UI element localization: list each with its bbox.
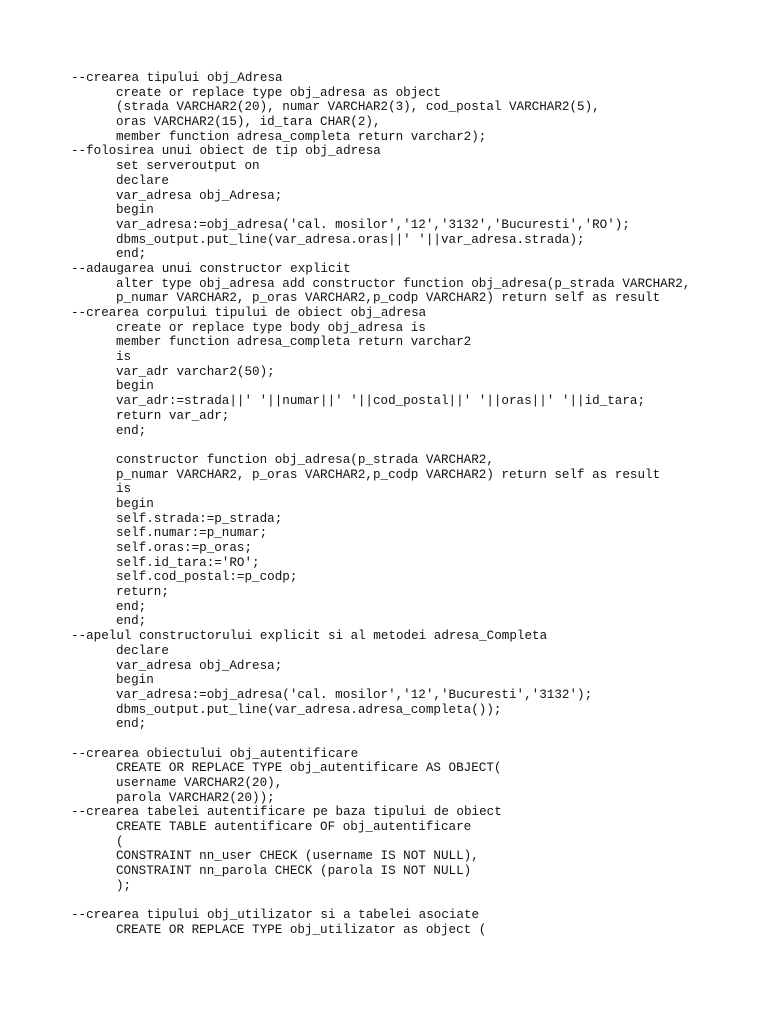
code-line: p_numar VARCHAR2, p_oras VARCHAR2,p_codp VARCHAR2) return self as result (116, 291, 661, 306)
comment-line: --crearea corpului tipului de obiect obj_adresa (71, 306, 427, 320)
blank-line (71, 894, 761, 909)
code-line: CREATE OR REPLACE TYPE obj_autentificare AS OBJECT( (116, 761, 502, 776)
code-line: begin (116, 379, 154, 394)
code-line: var_adresa:=obj_adresa('cal. mosilor','12','Bucuresti','3132'); (116, 687, 593, 702)
code-line: is (116, 482, 132, 497)
comment-line: --apelul constructorului explicit si al metodei adresa_Completa (71, 629, 548, 644)
code-line: constructor function obj_adresa(p_strada VARCHAR2, (116, 452, 494, 467)
code-line: end; (116, 423, 147, 438)
code-line: return var_adr; (116, 408, 230, 423)
code-line: CREATE TABLE autentificare OF obj_autentificare (116, 820, 472, 835)
comment-line: --adaugarea unui constructor explicit (71, 261, 351, 276)
code-line: member function adresa_completa return varchar2 (116, 335, 472, 350)
code-line: end; (116, 599, 147, 614)
comment-line: --crearea obiectului obj_autentificare (71, 746, 359, 761)
code-line: dbms_output.put_line(var_adresa.oras||' '||var_adresa.strada); (116, 232, 585, 247)
code-line: create or replace type obj_adresa as object (116, 85, 441, 100)
code-line: parola VARCHAR2(20)); (116, 790, 275, 805)
code-line: p_numar VARCHAR2, p_oras VARCHAR2,p_codp VARCHAR2) return self as result (116, 467, 661, 482)
code-line: declare (116, 643, 169, 658)
code-line: ); (116, 878, 132, 893)
code-line: declare (116, 173, 169, 188)
code-line: ( (116, 834, 124, 849)
code-line: var_adresa obj_Adresa; (116, 188, 283, 203)
code-line: var_adresa:=obj_adresa('cal. mosilor','12','3132','Bucuresti','RO'); (116, 217, 630, 232)
comment-line: --folosirea unui obiect de tip obj_adresa (71, 144, 381, 159)
code-line: member function adresa_completa return varchar2); (116, 129, 487, 144)
code-line: self.strada:=p_strada; (116, 511, 283, 526)
code-line: alter type obj_adresa add constructor function obj_adresa(p_strada VARCHAR2, (116, 276, 691, 291)
code-line: end; (116, 247, 147, 262)
code-line: create or replace type body obj_adresa is (116, 320, 426, 335)
code-line: self.numar:=p_numar; (116, 526, 268, 541)
code-line: end; (116, 614, 147, 629)
blank-line (71, 732, 761, 747)
code-listing (71, 71, 761, 938)
comment-line: --crearea tipului obj_Adresa (71, 71, 283, 85)
comment-line: --crearea tabelei autentificare pe baza tipului de obiect (71, 805, 502, 820)
code-line: end; (116, 717, 147, 732)
code-line: var_adresa obj_Adresa; (116, 658, 283, 673)
code-line: oras VARCHAR2(15), id_tara CHAR(2), (116, 115, 381, 130)
code-line: dbms_output.put_line(var_adresa.adresa_completa()); (116, 702, 502, 717)
code-line: CREATE OR REPLACE TYPE obj_utilizator as object ( (116, 922, 487, 937)
code-line: self.id_tara:='RO'; (116, 555, 260, 570)
code-line: is (116, 350, 132, 365)
blank-line (71, 438, 761, 453)
code-line: CONSTRAINT nn_user CHECK (username IS NOT NULL), (116, 849, 479, 864)
code-line: (strada VARCHAR2(20), numar VARCHAR2(3), cod_postal VARCHAR2(5), (116, 100, 600, 115)
code-line: begin (116, 496, 154, 511)
code-line: username VARCHAR2(20), (116, 776, 283, 790)
code-line: begin (116, 673, 154, 688)
code-line: begin (116, 203, 154, 218)
code-line: CONSTRAINT nn_parola CHECK (parola IS NOT NULL) (116, 864, 472, 879)
comment-line: --crearea tipului obj_utilizator si a tabelei asociate (71, 908, 480, 923)
code-line: var_adr varchar2(50); (116, 364, 275, 379)
code-line: return; (116, 585, 169, 600)
code-line: set serveroutput on (116, 159, 260, 174)
code-line: self.oras:=p_oras; (116, 541, 253, 555)
code-line: var_adr:=strada||' '||numar||' '||cod_postal||' '||oras||' '||id_tara; (116, 394, 646, 409)
code-line: self.cod_postal:=p_codp; (116, 570, 298, 585)
